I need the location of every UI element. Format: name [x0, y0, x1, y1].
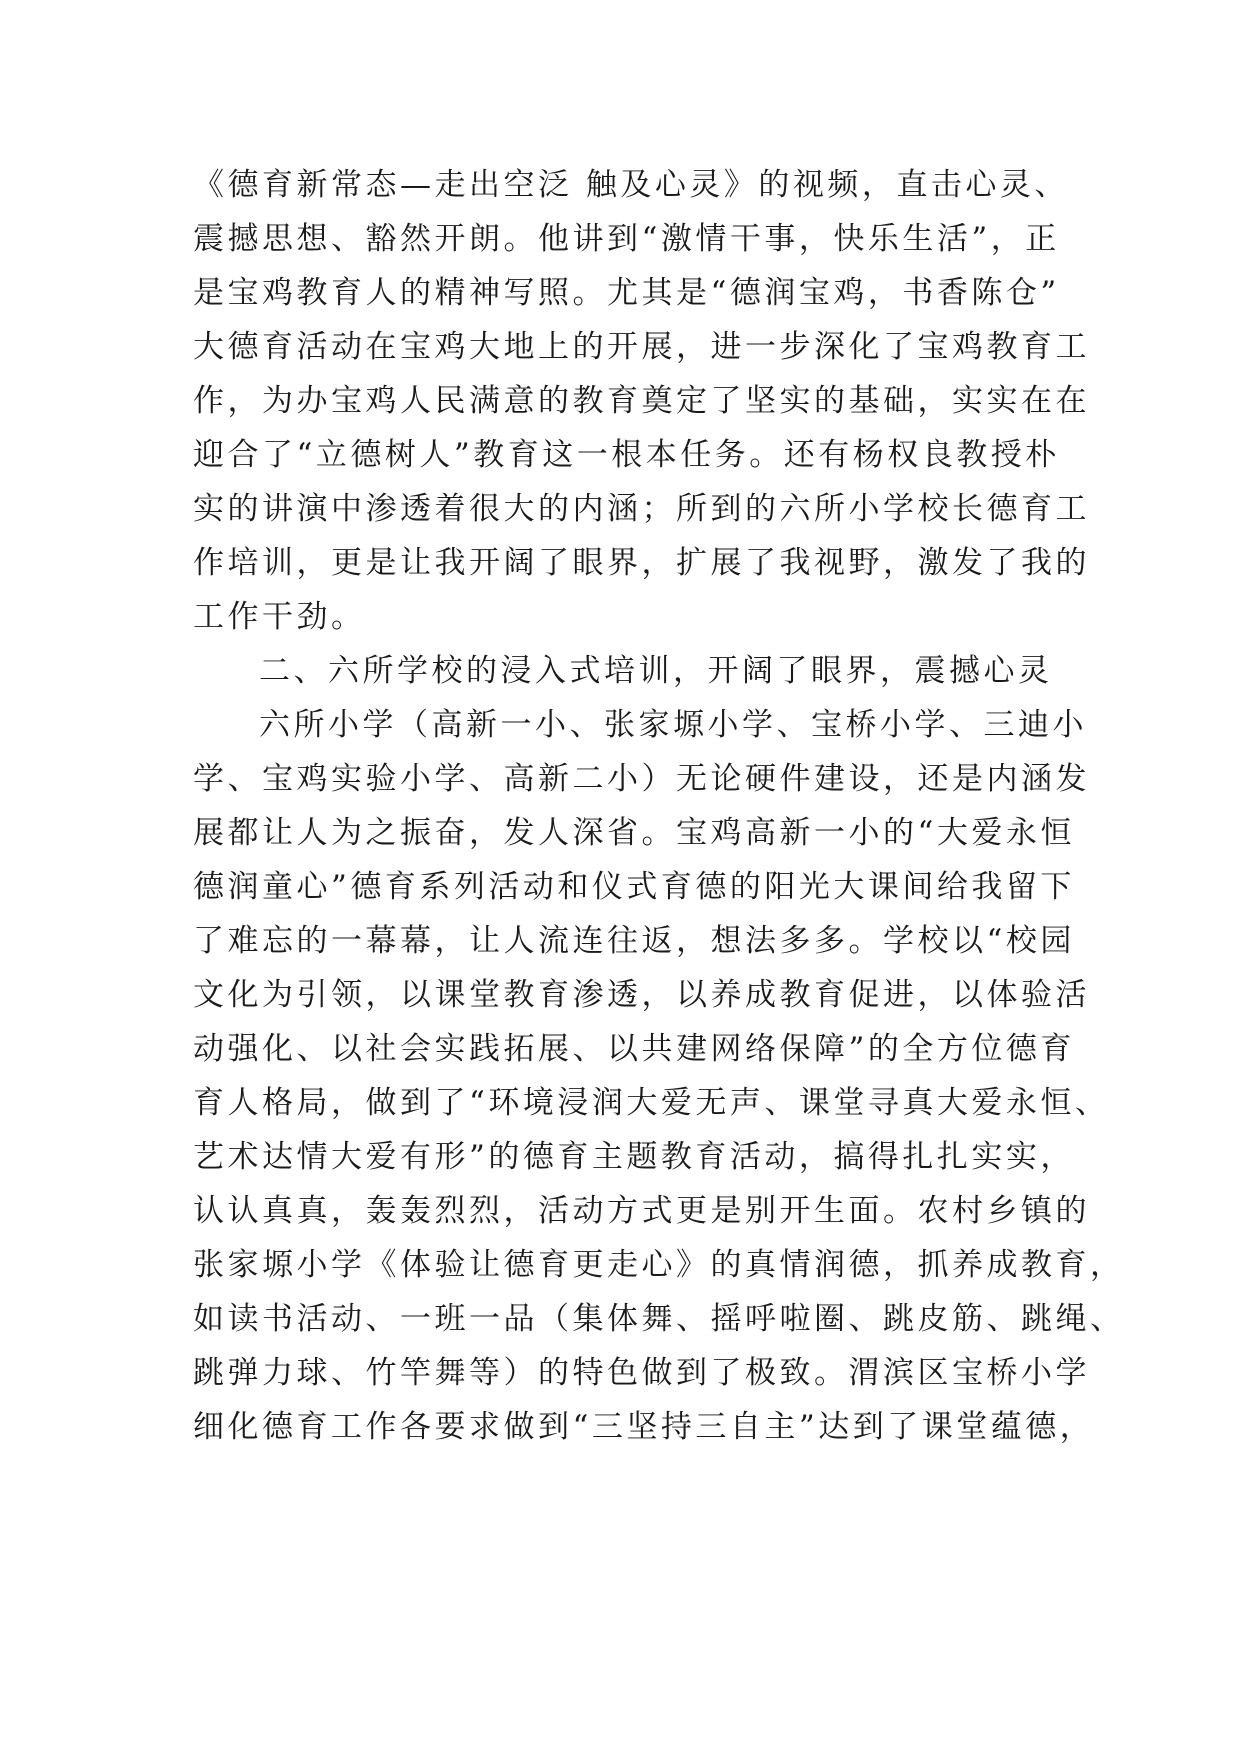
- text-line: 迎合了“立德树人”教育这一根本任务。还有杨权良教授朴: [193, 437, 1060, 473]
- text-line: 展都让人为之振奋，发人深省。宝鸡高新一小的“大爱永恒: [193, 815, 1075, 851]
- text-line: 认认真真，轰轰烈烈，活动方式更是别开生面。农村乡镇的: [193, 1193, 1090, 1229]
- text-line: 工作干劲。: [193, 599, 366, 635]
- paragraph-first-line: 六所小学（高新一小、张家塬小学、宝桥小学、三迪小: [259, 707, 1087, 743]
- section-heading: 二、六所学校的浸入式培训，开阔了眼界，震撼心灵: [259, 653, 1053, 689]
- text-line: 了难忘的一幕幕，让人流连往返，想法多多。学校以“校园: [193, 923, 1075, 959]
- text-line: 震撼思想、豁然开朗。他讲到“激情干事，快乐生活”，正: [193, 221, 1060, 257]
- text-line: 艺术达情大爱有形”的德育主题教育活动，搞得扎扎实实，: [193, 1139, 1075, 1175]
- text-line: 学、宝鸡实验小学、高新二小）无论硬件建设，还是内涵发: [193, 761, 1090, 797]
- text-line: 动强化、以社会实践拓展、以共建网络保障”的全方位德育: [193, 1031, 1075, 1067]
- text-line: 张家塬小学《体验让德育更走心》的真情润德，抓养成教育，: [193, 1247, 1125, 1283]
- text-line: 大德育活动在宝鸡大地上的开展，进一步深化了宝鸡教育工: [193, 329, 1090, 365]
- text-line: 德润童心”德育系列活动和仪式育德的阳光大课间给我留下: [193, 869, 1075, 905]
- text-line: 育人格局，做到了“环境浸润大爱无声、课堂寻真大爱永恒、: [193, 1085, 1110, 1121]
- text-line: 文化为引领，以课堂教育渗透，以养成教育促进，以体验活: [193, 977, 1090, 1013]
- body-text: [193, 158, 1125, 1454]
- text-line: 是宝鸡教育人的精神写照。尤其是“德润宝鸡，书香陈仓”: [193, 275, 1060, 311]
- text-line: 细化德育工作各要求做到“三坚持三自主”达到了课堂蕴德，: [193, 1409, 1095, 1445]
- text-line: 作，为办宝鸡人民满意的教育奠定了坚实的基础，实实在在: [193, 383, 1090, 419]
- text-line: 作培训，更是让我开阔了眼界，扩展了我视野，激发了我的: [193, 545, 1090, 581]
- text-line: 《德育新常态—走出空泛 触及心灵》的视频，直击心灵、: [193, 167, 1069, 203]
- text-line: 如读书活动、一班一品（集体舞、摇呼啦圈、跳皮筋、跳绳、: [193, 1301, 1125, 1337]
- text-line: 跳弹力球、竹竿舞等）的特色做到了极致。渭滨区宝桥小学: [193, 1355, 1090, 1391]
- text-line: 实的讲演中渗透着很大的内涵；所到的六所小学校长德育工: [193, 491, 1090, 527]
